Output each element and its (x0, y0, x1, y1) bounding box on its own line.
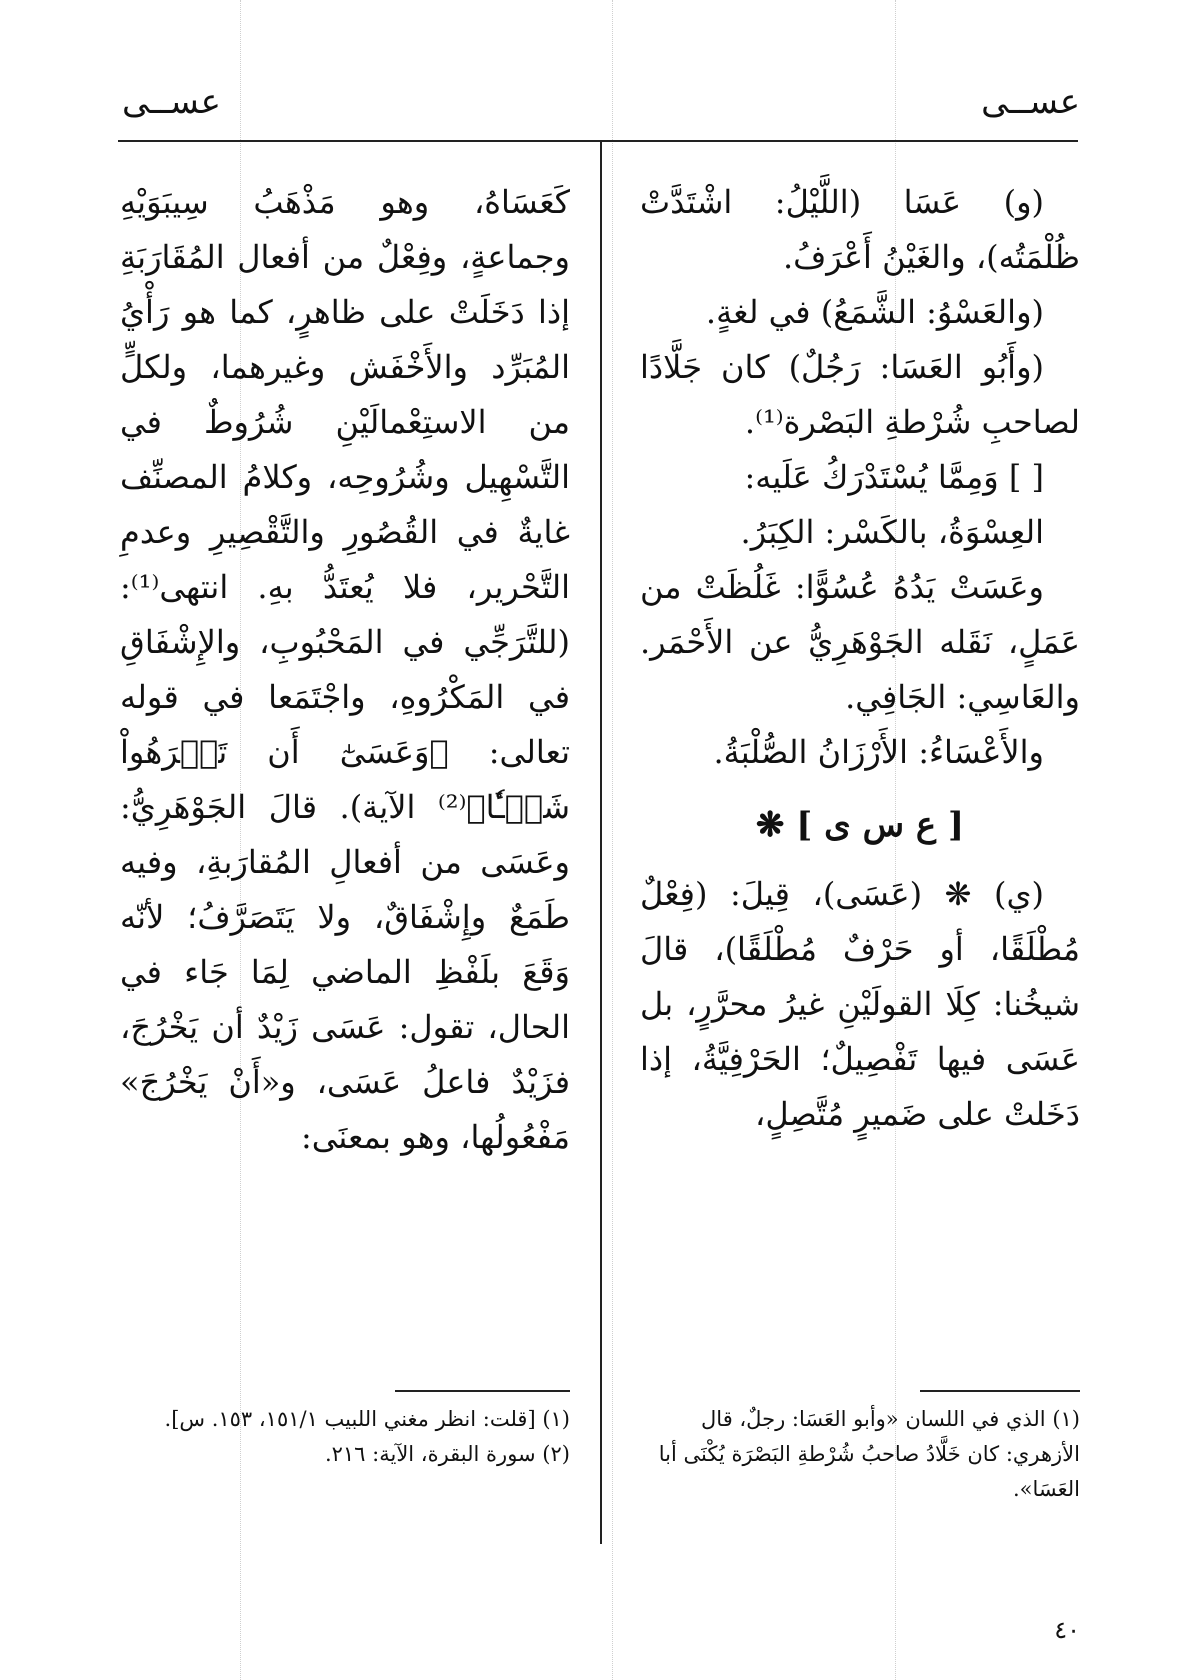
header-rule (118, 140, 1078, 142)
root-heading: [ ع س ى ] ❋ (755, 805, 965, 845)
footnote: (١) الذي في اللسان «وأبو العَسَا: رجلٌ، قال الأزهري: كان خَلَّادُ صاحبُ شُرْطةِ البَصْرَة يُكْنَى أبا العَسَا». (658, 1407, 1080, 1501)
footnotes-right (640, 1402, 1080, 1507)
left-column (120, 175, 570, 1165)
footnote-rule-right (920, 1390, 1080, 1392)
entry-paragraph: (و) عَسَا (اللَّيْلُ: اشْتَدَّتْ ظُلْمَتُه)، والغَيْنُ أَعْرَفُ. (640, 183, 1080, 276)
column-divider (600, 142, 602, 1544)
entry-paragraph: العِسْوَةُ، بالكَسْر: الكِبَرُ. (740, 513, 1044, 551)
entry-paragraph: وعَسَتْ يَدُهُ عُسُوًّا: غَلُظَتْ من عَمَلٍ، نَقَله الجَوْهَرِيُّ عن الأَحْمَر. والعَاسِي: الجَافِي. (640, 568, 1080, 716)
entry-paragraph: (ي) ❋ (عَسَى)، قِيلَ: (فِعْلٌ مُطْلَقًا، أو حَرْفٌ مُطْلَقًا)، قالَ شيخُنا: كِلَا القولَيْنِ غيرُ محرَّرٍ، بل عَسَى فيها تَفْصِيلٌ؛ الحَرْفِيَّةُ، إذا دَخَلتْ على ضَميرٍ مُتَّصِلٍ، (640, 875, 1080, 1133)
entry-paragraph: والأَعْسَاءُ: الأَرْزَانُ الصُّلْبَةُ. (713, 733, 1044, 771)
footnotes-left (120, 1402, 570, 1472)
entry-paragraph: [ ] وَمِمَّا يُسْتَدْرَكُ عَلَيه: (744, 458, 1044, 496)
entry-paragraph: (والعَسْوُ: الشَّمَعُ) في لغةٍ. (705, 293, 1044, 331)
entry-paragraph: (وأَبُو العَسَا: رَجُلٌ) كان جَلَّادًا لصاحبِ شُرْطةِ البَصْرة⁽¹⁾. (640, 348, 1080, 441)
header-word-right: عســى (981, 82, 1080, 122)
footnote: (١) [قلت: انظر مغني اللبيب ١٥١/١، ١٥٣. س]. (164, 1407, 570, 1431)
right-column (640, 175, 1080, 1142)
page-number: ٤٠ (1054, 1616, 1080, 1644)
entry-paragraph: كَعَسَاهُ، وهو مَذْهَبُ سِيبَوَيْهِ وجماعةٍ، وفِعْلٌ من أفعال المُقَارَبَةِ إذا دَخَلَتْ على ظاهرٍ، كما هو رَأْيُ المُبَرِّد والأَخْفَش وغيرهما، ولكلٍّ من الاستِعْمالَيْنِ شُرُوطٌ في التَّسْهِيل وشُرُوحِه، وكلامُ المصنِّف غايةٌ في القُصُورِ والتَّقْصِيرِ وعدمِ التَّحْرير، فلا يُعتَدُّ بهِ. انتهى⁽¹⁾: (للتَّرَجِّي في المَحْبُوبِ، والإِشْفَاقِ في المَكْرُوهِ، واجْتَمَعا في قوله تعالى: ﴿وَعَسَىٰٓ أَن تَكۡرَهُواْ شَيۡـٔٗا﴾⁽²⁾ الآية). قالَ الجَوْهَرِيُّ: وعَسَى من أفعالِ المُقارَبةِ، وفيه طَمَعٌ وإِشْفَاقٌ، ولا يَتَصَرَّفُ؛ لأنّه وَقَعَ بلَفْظِ الماضي لِمَا جَاء في الحال، تقول: عَسَى زَيْدٌ أن يَخْرُجَ، فزَيْدٌ فاعلُ عَسَى، و«أَنْ يَخْرُجَ» مَفْعُولُها، وهو بمعنَى: (120, 183, 570, 1156)
header-word-left: عســى (122, 82, 221, 122)
scan-guide-line (612, 0, 613, 1680)
footnote-rule-left (395, 1390, 570, 1392)
footnote: (٢) سورة البقرة، الآية: ٢١٦. (324, 1442, 570, 1466)
